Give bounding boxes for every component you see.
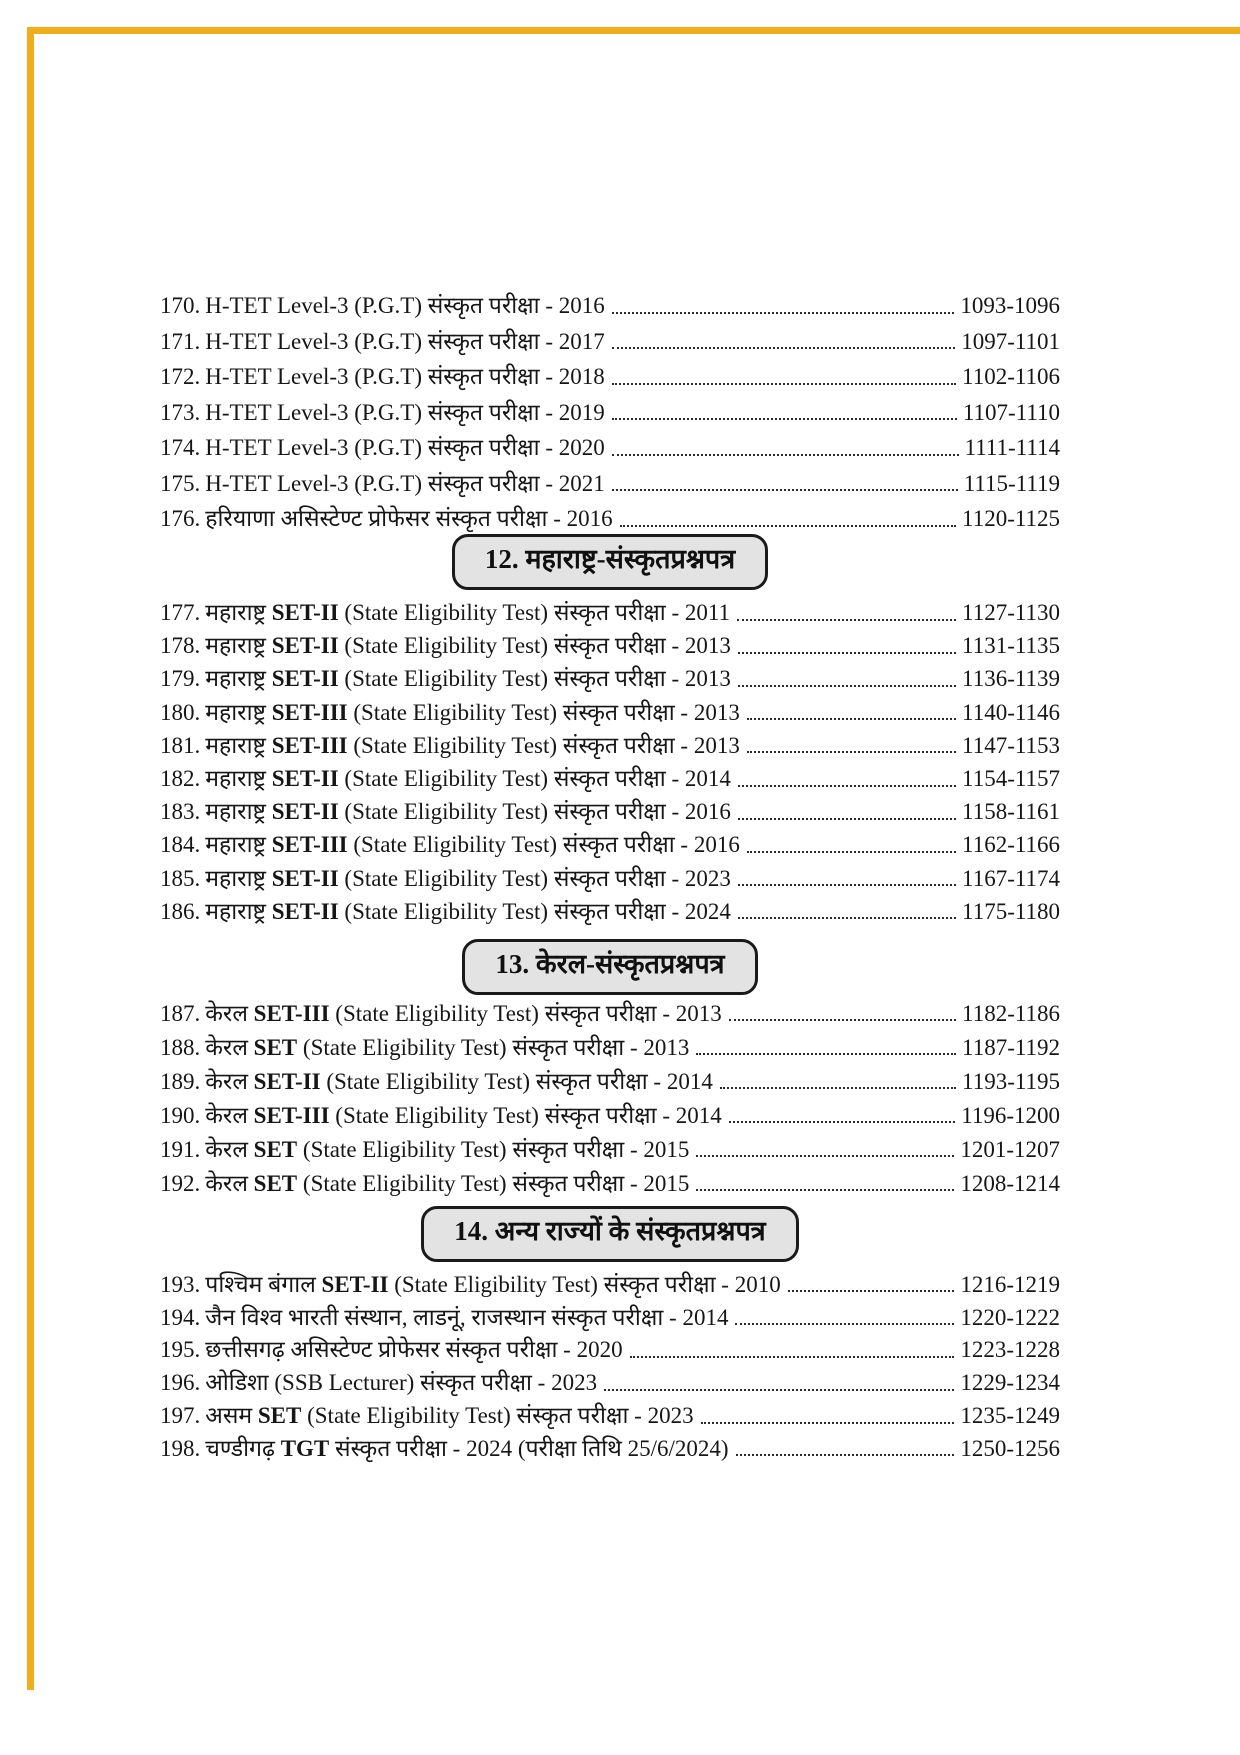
toc-section-kerala xyxy=(160,996,1060,1200)
entry-title: महाराष्ट्र SET-II (State Eligibility Test) संस्कृत परीक्षा - 2013 xyxy=(205,666,731,692)
toc-entry xyxy=(160,696,1060,729)
toc-entry xyxy=(160,501,1060,537)
leader-dots xyxy=(735,1323,954,1325)
entry-number: 187. xyxy=(160,1000,201,1026)
entry-title: छत्तीसगढ़ असिस्टेण्ट प्रोफेसर संस्कृत परीक्षा - 2020 xyxy=(205,1337,623,1363)
entry-pages: 1220-1222 xyxy=(960,1304,1060,1330)
toc-entry xyxy=(160,1064,1060,1098)
leader-dots xyxy=(747,851,956,853)
entry-pages: 1193-1195 xyxy=(962,1068,1060,1094)
toc-entry xyxy=(160,1432,1060,1465)
toc-entry xyxy=(160,359,1060,395)
entry-title: केरल SET (State Eligibility Test) संस्कृत परीक्षा - 2013 xyxy=(205,1034,690,1060)
toc-entry xyxy=(160,895,1060,928)
entry-number: 173. xyxy=(160,399,201,425)
leader-dots xyxy=(612,418,957,420)
entry-title: महाराष्ट्र SET-II (State Eligibility Test) संस्कृत परीक्षा - 2013 xyxy=(205,633,731,659)
entry-pages: 1136-1139 xyxy=(962,666,1060,692)
toc-entry xyxy=(160,629,1060,662)
entry-number: 178. xyxy=(160,633,201,659)
section-14-header: 14. अन्य राज्यों के संस्कृतप्रश्नपत्र xyxy=(421,1206,798,1262)
leader-dots xyxy=(612,312,955,314)
entry-pages: 1235-1249 xyxy=(960,1403,1060,1429)
entry-number: 179. xyxy=(160,666,201,692)
entry-number: 189. xyxy=(160,1068,201,1094)
toc-entry xyxy=(160,430,1060,466)
entry-number: 175. xyxy=(160,470,201,496)
leader-dots xyxy=(738,685,956,687)
entry-pages: 1229-1234 xyxy=(960,1370,1060,1396)
entry-title: ओडिशा (SSB Lecturer) संस्कृत परीक्षा - 2023 xyxy=(205,1370,598,1396)
leader-dots xyxy=(696,1155,954,1157)
toc-entry xyxy=(160,466,1060,502)
entry-number: 190. xyxy=(160,1102,201,1128)
leader-dots xyxy=(696,1053,956,1055)
leader-dots xyxy=(738,884,956,886)
entry-title: महाराष्ट्र SET-II (State Eligibility Test) संस्कृत परीक्षा - 2016 xyxy=(205,799,731,825)
leader-dots xyxy=(737,619,956,621)
leader-dots xyxy=(696,1189,954,1191)
entry-title: महाराष्ट्र SET-III (State Eligibility Test) संस्कृत परीक्षा - 2013 xyxy=(205,732,740,758)
entry-pages: 1097-1101 xyxy=(961,328,1060,354)
entry-title: चण्डीगढ़ TGT संस्कृत परीक्षा - 2024 (परीक्षा तिथि 25/6/2024) xyxy=(205,1435,729,1461)
leader-dots xyxy=(747,718,956,720)
entry-pages: 1175-1180 xyxy=(962,898,1060,924)
section-12-header: 12. महाराष्ट्र-संस्कृतप्रश्नपत्र xyxy=(452,534,768,590)
entry-number: 186. xyxy=(160,898,201,924)
toc-entry xyxy=(160,288,1060,324)
entry-pages: 1154-1157 xyxy=(962,766,1060,792)
accent-border-left xyxy=(27,27,34,1690)
leader-dots xyxy=(612,347,955,349)
entry-number: 182. xyxy=(160,766,201,792)
entry-pages: 1131-1135 xyxy=(962,633,1060,659)
leader-dots xyxy=(620,525,956,527)
entry-number: 188. xyxy=(160,1034,201,1060)
entry-title: महाराष्ट्र SET-III (State Eligibility Test) संस्कृत परीक्षा - 2016 xyxy=(205,832,740,858)
toc-entry xyxy=(160,395,1060,431)
entry-title: जैन विश्व भारती संस्थान, लाडनूं, राजस्थान संस्कृत परीक्षा - 2014 xyxy=(205,1304,729,1330)
entry-title: H-TET Level-3 (P.G.T) संस्कृत परीक्षा - 2017 xyxy=(205,328,605,354)
entry-pages: 1187-1192 xyxy=(962,1034,1060,1060)
toc-section-htet-haryana xyxy=(160,288,1060,537)
entry-number: 197. xyxy=(160,1403,201,1429)
leader-dots xyxy=(720,1087,956,1089)
entry-title: महाराष्ट्र SET-II (State Eligibility Test) संस्कृत परीक्षा - 2023 xyxy=(205,865,731,891)
toc-entry xyxy=(160,862,1060,895)
entry-number: 176. xyxy=(160,506,201,532)
leader-dots xyxy=(701,1422,955,1424)
entry-number: 192. xyxy=(160,1170,201,1196)
leader-dots xyxy=(604,1389,954,1391)
table-of-contents xyxy=(160,0,1060,1755)
entry-pages: 1162-1166 xyxy=(962,832,1060,858)
toc-entry xyxy=(160,1366,1060,1399)
entry-title: हरियाणा असिस्टेण्ट प्रोफेसर संस्कृत परीक्षा - 2016 xyxy=(205,506,613,532)
entry-title: H-TET Level-3 (P.G.T) संस्कृत परीक्षा - 2021 xyxy=(205,470,605,496)
entry-pages: 1107-1110 xyxy=(962,399,1060,425)
entry-pages: 1196-1200 xyxy=(961,1102,1060,1128)
leader-dots xyxy=(612,454,959,456)
toc-entry xyxy=(160,662,1060,695)
toc-entry xyxy=(160,1334,1060,1367)
entry-number: 198. xyxy=(160,1435,201,1461)
leader-dots xyxy=(738,818,956,820)
entry-title: केरल SET-III (State Eligibility Test) संस्कृत परीक्षा - 2013 xyxy=(205,1000,722,1026)
entry-title: पश्चिम बंगाल SET-II (State Eligibility Test) संस्कृत परीक्षा - 2010 xyxy=(205,1271,781,1297)
entry-number: 193. xyxy=(160,1271,201,1297)
toc-entry xyxy=(160,828,1060,861)
entry-title: H-TET Level-3 (P.G.T) संस्कृत परीक्षा - 2019 xyxy=(205,399,605,425)
entry-pages: 1223-1228 xyxy=(960,1337,1060,1363)
entry-number: 171. xyxy=(160,328,201,354)
entry-pages: 1208-1214 xyxy=(960,1170,1060,1196)
toc-entry xyxy=(160,1301,1060,1334)
toc-entry xyxy=(160,324,1060,360)
entry-pages: 1120-1125 xyxy=(962,506,1060,532)
entry-number: 180. xyxy=(160,699,201,725)
entry-pages: 1147-1153 xyxy=(962,732,1060,758)
entry-number: 184. xyxy=(160,832,201,858)
toc-entry xyxy=(160,1166,1060,1200)
toc-entry xyxy=(160,729,1060,762)
entry-pages: 1201-1207 xyxy=(960,1136,1060,1162)
leader-dots xyxy=(738,652,956,654)
section-14-header-wrap xyxy=(160,1206,1060,1262)
entry-number: 174. xyxy=(160,435,201,461)
leader-dots xyxy=(630,1356,955,1358)
entry-title: महाराष्ट्र SET-II (State Eligibility Test) संस्कृत परीक्षा - 2014 xyxy=(205,766,731,792)
entry-pages: 1140-1146 xyxy=(962,699,1060,725)
entry-title: H-TET Level-3 (P.G.T) संस्कृत परीक्षा - 2020 xyxy=(205,435,605,461)
entry-pages: 1167-1174 xyxy=(962,865,1060,891)
entry-title: केरल SET-II (State Eligibility Test) संस्कृत परीक्षा - 2014 xyxy=(205,1068,713,1094)
toc-entry xyxy=(160,795,1060,828)
leader-dots xyxy=(612,489,958,491)
entry-title: असम SET (State Eligibility Test) संस्कृत परीक्षा - 2023 xyxy=(205,1403,694,1429)
toc-entry xyxy=(160,1268,1060,1301)
entry-pages: 1102-1106 xyxy=(962,364,1060,390)
leader-dots xyxy=(738,917,956,919)
toc-entry xyxy=(160,596,1060,629)
toc-entry xyxy=(160,762,1060,795)
leader-dots xyxy=(738,785,956,787)
entry-pages: 1250-1256 xyxy=(960,1435,1060,1461)
entry-pages: 1127-1130 xyxy=(962,600,1060,626)
entry-number: 195. xyxy=(160,1337,201,1363)
leader-dots xyxy=(729,1019,956,1021)
entry-pages: 1182-1186 xyxy=(962,1000,1060,1026)
entry-number: 196. xyxy=(160,1370,201,1396)
entry-pages: 1216-1219 xyxy=(960,1271,1060,1297)
leader-dots xyxy=(736,1454,955,1456)
entry-pages: 1111-1114 xyxy=(964,435,1060,461)
entry-pages: 1115-1119 xyxy=(963,470,1060,496)
section-13-header: 13. केरल-संस्कृतप्रश्नपत्र xyxy=(462,939,757,995)
entry-title: महाराष्ट्र SET-II (State Eligibility Test) संस्कृत परीक्षा - 2011 xyxy=(205,600,731,626)
toc-entry xyxy=(160,1132,1060,1166)
entry-title: H-TET Level-3 (P.G.T) संस्कृत परीक्षा - 2016 xyxy=(205,293,605,319)
section-13-header-wrap xyxy=(160,939,1060,995)
entry-number: 183. xyxy=(160,799,201,825)
toc-section-other-states xyxy=(160,1268,1060,1465)
entry-title: केरल SET (State Eligibility Test) संस्कृत परीक्षा - 2015 xyxy=(205,1136,690,1162)
entry-number: 185. xyxy=(160,865,201,891)
entry-number: 177. xyxy=(160,600,201,626)
entry-title: केरल SET (State Eligibility Test) संस्कृत परीक्षा - 2015 xyxy=(205,1170,690,1196)
entry-pages: 1093-1096 xyxy=(960,293,1060,319)
leader-dots xyxy=(729,1121,955,1123)
entry-number: 181. xyxy=(160,732,201,758)
leader-dots xyxy=(788,1290,955,1292)
entry-title: H-TET Level-3 (P.G.T) संस्कृत परीक्षा - 2018 xyxy=(205,364,605,390)
toc-section-maharashtra xyxy=(160,596,1060,928)
toc-entry xyxy=(160,1098,1060,1132)
entry-title: महाराष्ट्र SET-II (State Eligibility Test) संस्कृत परीक्षा - 2024 xyxy=(205,898,731,924)
entry-number: 191. xyxy=(160,1136,201,1162)
entry-title: महाराष्ट्र SET-III (State Eligibility Test) संस्कृत परीक्षा - 2013 xyxy=(205,699,740,725)
entry-title: केरल SET-III (State Eligibility Test) संस्कृत परीक्षा - 2014 xyxy=(205,1102,722,1128)
section-12-header-wrap xyxy=(160,534,1060,590)
entry-number: 170. xyxy=(160,293,201,319)
toc-entry xyxy=(160,1030,1060,1064)
leader-dots xyxy=(612,383,956,385)
toc-entry xyxy=(160,996,1060,1030)
entry-pages: 1158-1161 xyxy=(962,799,1060,825)
leader-dots xyxy=(747,751,956,753)
entry-number: 194. xyxy=(160,1304,201,1330)
toc-entry xyxy=(160,1399,1060,1432)
entry-number: 172. xyxy=(160,364,201,390)
